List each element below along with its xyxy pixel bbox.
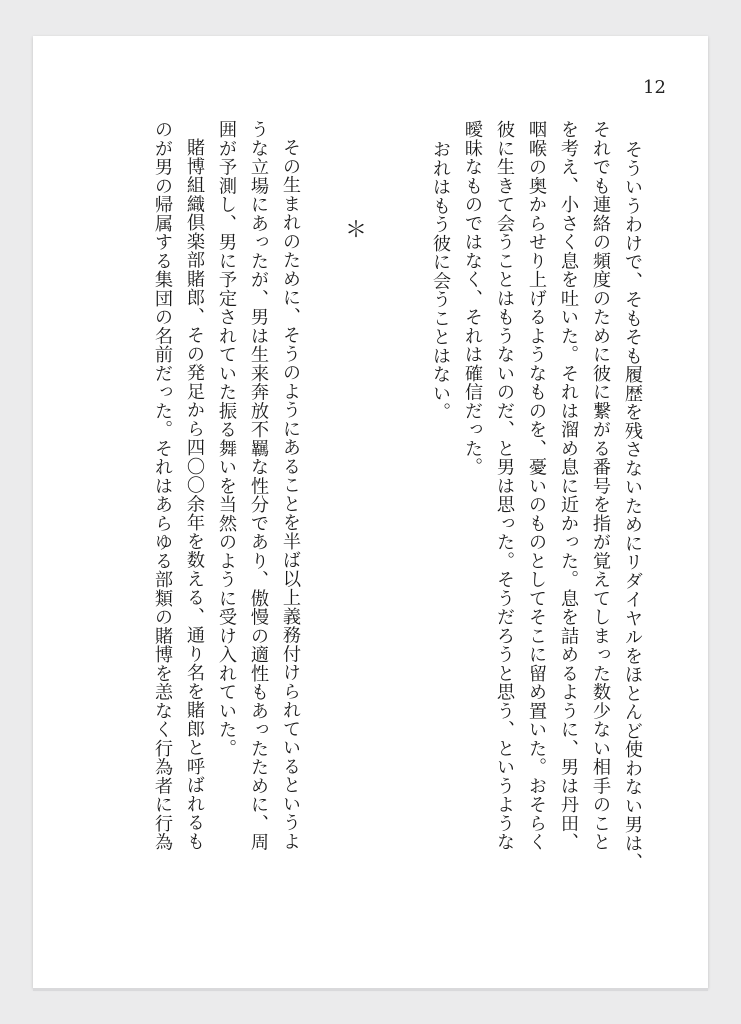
scene-break-asterisk: ＊: [345, 218, 368, 243]
page-number: 12: [643, 77, 666, 98]
page-bottom-edge: [33, 988, 708, 991]
text-column-4: 咽喉の奥からせり上げるようなものを、憂いのものとしてそこに留め置いた。おそらく: [526, 120, 547, 852]
text-column-6: 曖昧なものではなく、それは確信だった。: [462, 120, 483, 477]
text-column-7: おれはもう彼に会うことはない。: [430, 140, 451, 422]
book-page: [33, 36, 708, 988]
text-column-8: その生まれのために、そうのようにあることを半ば以上義務付けられているというよ: [280, 138, 301, 851]
text-column-2: それでも連絡の頻度のために彼に繋がる番号を指が覚えてしまった数少ない相手のこと: [590, 120, 611, 852]
text-column-3: を考え、小さく息を吐いた。それは溜め息に近かった。息を詰めるように、男は丹田、: [558, 120, 579, 852]
text-column-10: 囲が予測し、男に予定されていた振る舞いを当然のように受け入れていた。: [216, 120, 237, 758]
text-column-11: 賭博組織倶楽部賭郎、その発足から四〇〇余年を数える、通り名を賭郎と呼ばれるも: [184, 138, 205, 851]
text-column-9: うな立場にあったが、男は生来奔放不羈な性分であり、傲慢の適性もあったために、周: [248, 120, 269, 852]
text-column-12: のが男の帰属する集団の名前だった。それはあらゆる部類の賭博を恙なく行為者に行為: [152, 120, 173, 852]
text-column-5: 彼に生きて会うことはもうないのだ、と男は思った。そうだろうと思う、というような: [494, 120, 515, 852]
text-column-1: そういうわけで、そもそも履歴を残さないためにリダイヤルをほとんど使わない男は、: [622, 140, 643, 872]
